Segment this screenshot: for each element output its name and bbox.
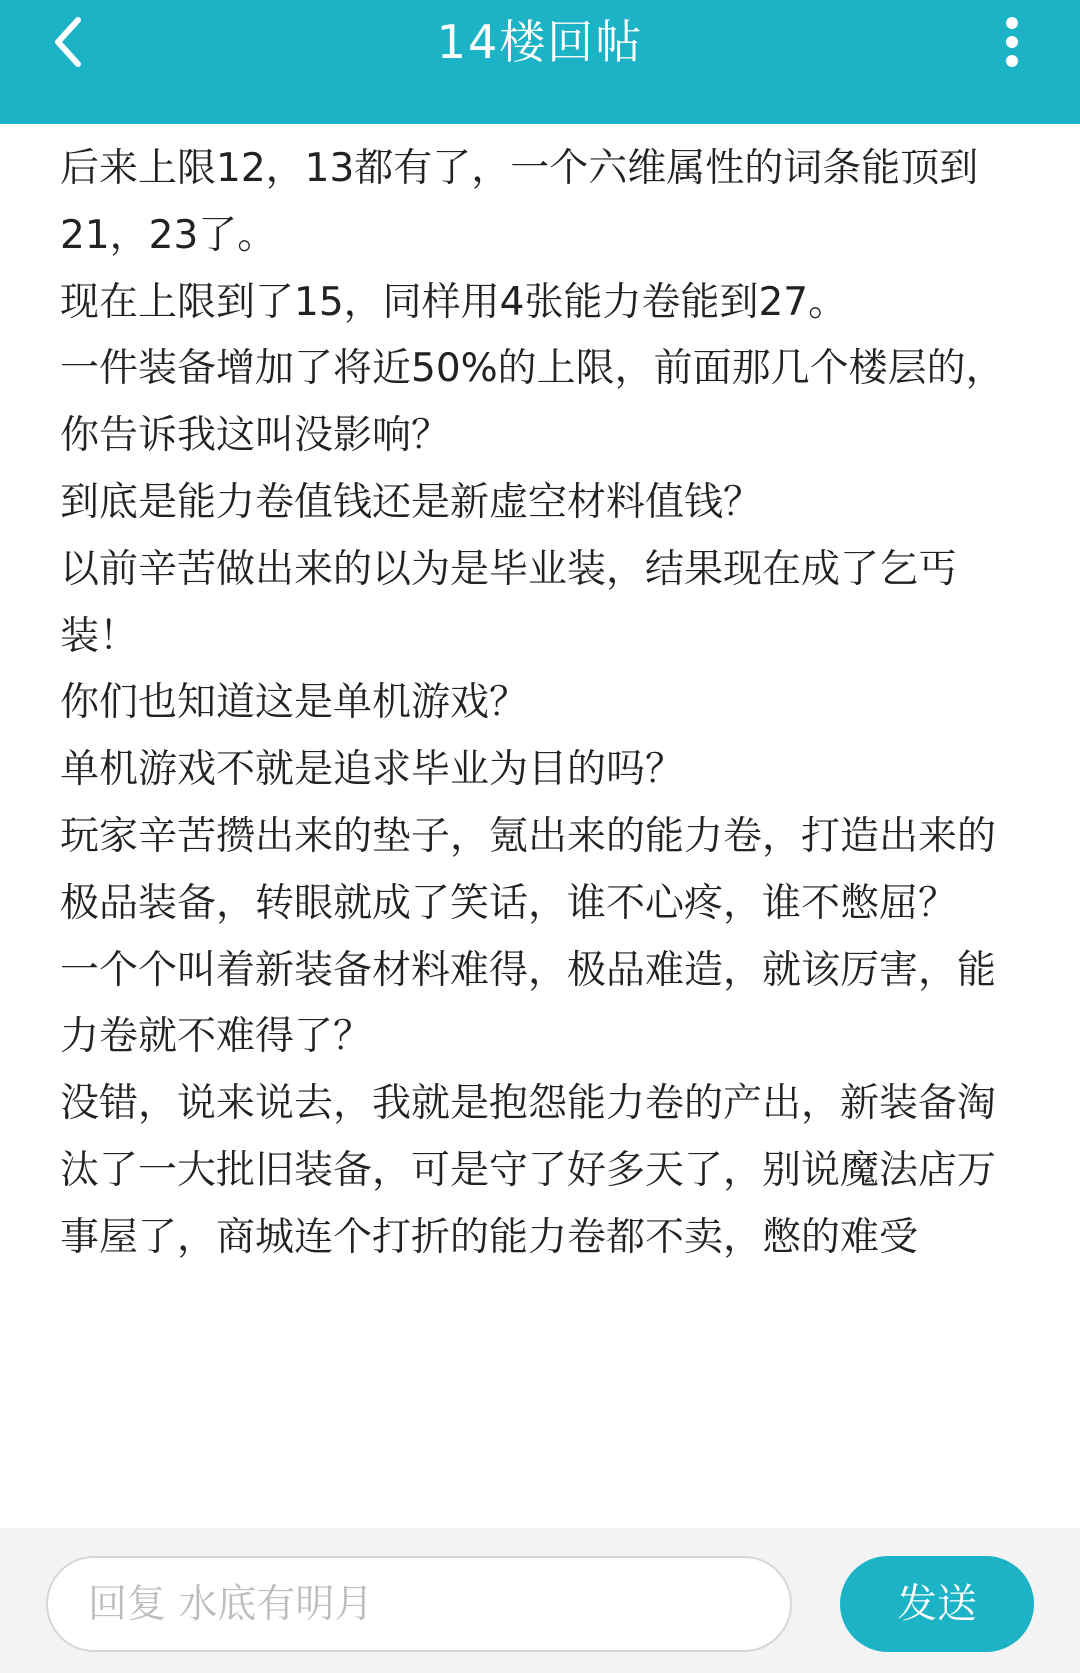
post-paragraph: 到底是能力卷值钱还是新虚空材料值钱？ (60, 479, 763, 525)
post-paragraph: 一件装备增加了将近50%的上限，前面那几个楼层的，你告诉我这叫没影响？ (60, 346, 1005, 459)
post-content (60, 136, 1020, 1272)
reply-bar (0, 1528, 1080, 1673)
post-paragraph: 现在上限到了15，同样用4张能力卷能到27。 (60, 279, 848, 325)
post-paragraph: 没错，说来说去，我就是抱怨能力卷的产出，新装备淘汰了一大批旧装备，可是守了好多天了，别说魔法店万事屋了，商城连个打折的能力卷都不卖，憋的难受 (60, 1081, 997, 1260)
reply-input[interactable] (46, 1556, 792, 1652)
post-paragraph: 后来上限12，13都有了，一个六维属性的词条能顶到21，23了。 (60, 146, 979, 258)
post-paragraph: 一个个叫着新装备材料难得，极品难造，就该厉害，能力卷就不难得了？ (60, 947, 997, 1060)
more-menu-button[interactable] (992, 14, 1032, 70)
page-title: 14楼回帖 (436, 15, 644, 69)
post-paragraph: 单机游戏不就是追求毕业为目的吗？ (60, 747, 685, 793)
post-paragraph: 玩家辛苦攒出来的垫子，氪出来的能力卷，打造出来的极品装备，转眼就成了笑话，谁不心疼，谁不憋屈？ (60, 813, 997, 926)
post-paragraph: 以前辛苦做出来的以为是毕业装，结果现在成了乞丐装！ (60, 546, 958, 659)
header-bar (0, 0, 1080, 124)
more-vertical-icon (1002, 16, 1022, 68)
send-button[interactable]: 发送 (840, 1556, 1034, 1652)
post-paragraph: 你们也知道这是单机游戏？ (60, 680, 529, 726)
